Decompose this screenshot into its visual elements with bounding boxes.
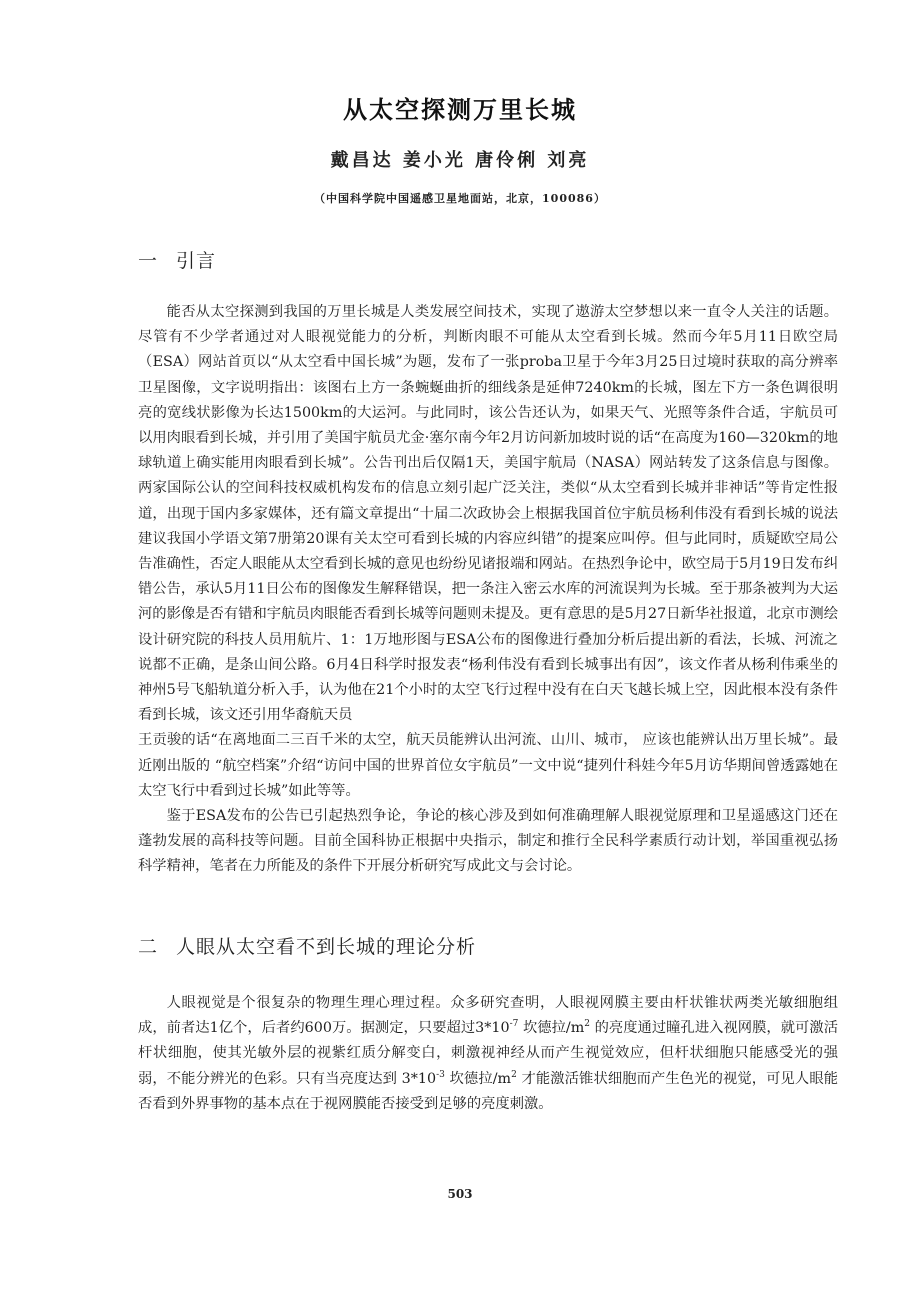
paragraph: 王贡骏的话“在离地面二三百千米的太空，航天员能辨认出河流、山川、城市， 应该也能辨认出万里长城”。最近刚出版的 “航空档案”介绍“访问中国的世界首位女宇航员”一文中说“捷列什科娃今年5月访华期间曾透露她在太空飞行中看到过长城”如此等等。: [138, 732, 838, 799]
text-run: 坎德拉/m: [518, 1020, 585, 1037]
paragraph: [138, 991, 838, 1117]
page-number: 503: [447, 1187, 473, 1201]
paper-affiliation: （中国科学院中国遥感卫星地面站，北京，100086）: [314, 192, 606, 205]
text-run: 的亮度通过瞳孔进入视网膜，就可激活杆状细胞，使其光敏外层的视紫红质分解变白，刺激视神经从而产生视觉效应，但杆状细胞只能感受光的强弱，不能分辨光的色彩。只有当亮度达到 3*10: [138, 1020, 838, 1087]
section-title: 人眼从太空看不到长城的理论分析: [176, 936, 477, 958]
paper-title: 从太空探测万里长城: [343, 96, 577, 124]
exponent: 2: [511, 1069, 517, 1080]
paragraph: 能否从太空探测到我国的万里长城是人类发展空间技术，实现了遨游太空梦想以来一直令人关注的话题。尽管有不少学者通过对人眼视觉能力的分析，判断肉眼不可能从太空看到长城。然而今年5月11日欧空局（ESA）网站首页以“从太空看中国长城”为题，发布了一张proba卫星于今年3月25日过境时获取的高分辨率卫星图像，文字说明指出：该图右上方一条蜿蜒曲折的细线条是延伸7240km的长城，图左下方一条色调很明亮的宽线状影像为长达1500km的大运河。与此同时，该公告还认为，如果天气、光照等条件合适，宇航员可以用肉眼看到长城，并引用了美国宇航员尤金·塞尔南今年2月访问新加坡时说的话“在高度为160—320km的地球轨道上确实能用肉眼看到长城”。公告刊出后仅隔1天，美国宇航局（NASA）网站转发了这条信息与图像。两家国际公认的空间科技权威机构发布的信息立刻引起广泛关注，类似“从太空看到长城并非神话”等肯定性报道，出现于国内多家媒体，还有篇文章提出“十届二次政协会上根据我国首位宇航员杨利伟没有看到长城的说法建议我国小学语文第7册第20课有关太空可看到长城的内容应纠错”的提案应叫停。但与此同时，质疑欧空局公告准确性，否定人眼能从太空看到长城的意见也纷纷见诸报端和网站。在热烈争论中，欧空局于5月19日发布纠错公告，承认5月11日公布的图像发生解释错误，把一条注入密云水库的河流误判为长城。至于那条被判为大运河的影像是否有错和宇航员肉眼能否看到长城等问题则未提及。更有意思的是5月27日新华社报道，北京市测绘设计研究院的科技人员用航片、1：1万地形图与ESA公布的图像进行叠加分析后提出新的看法，长城、河流之说都不正确，是条山间公路。6月4日科学时报发表“杨利伟没有看到长城事出有因”，该文作者从杨利伟乘坐的神州5号飞船轨道分析入手，认为他在21个小时的太空飞行过程中没有在白天飞越长城上空，因此根本没有条件看到长城，该文还引用华裔航天员: [138, 304, 838, 724]
section-number: 二: [138, 936, 159, 958]
text-run: 坎德拉/m: [444, 1070, 512, 1087]
introduction-body: [138, 300, 838, 880]
section-number: 一: [138, 250, 159, 272]
text-run: 人眼视觉是个很复杂的物理生理心理过程。众多研究查明，人眼视网膜主要由杆状锥状两类光敏细胞组成，前者达1亿个，后者约600万。据测定，只要超过3*10: [138, 995, 838, 1037]
exponent: 2: [584, 1019, 591, 1030]
section-heading-analysis: [138, 932, 476, 959]
analysis-body: [138, 991, 838, 1117]
paper-authors: 戴昌达 姜小光 唐伶俐 刘亮: [330, 150, 590, 171]
text-run: 才能激活锥状细胞而产生色光的视觉，可见人眼能否看到外界事物的基本点在于视网膜能否接受到足够的亮度刺激。: [138, 1070, 839, 1112]
exponent: -3: [436, 1069, 445, 1080]
section-title: 引言: [176, 250, 217, 272]
exponent: -7: [509, 1019, 519, 1030]
paragraph: 鉴于ESA发布的公告已引起热烈争论，争论的核心涉及到如何准确理解人眼视觉原理和卫星遥感这门还在蓬勃发展的高科技等问题。目前全国科协正根据中央指示，制定和推行全民科学素质行动计划，举国重视弘扬科学精神，笔者在力所能及的条件下开展分析研究写成此文与会讨论。: [138, 808, 838, 875]
section-heading-introduction: [138, 246, 216, 273]
